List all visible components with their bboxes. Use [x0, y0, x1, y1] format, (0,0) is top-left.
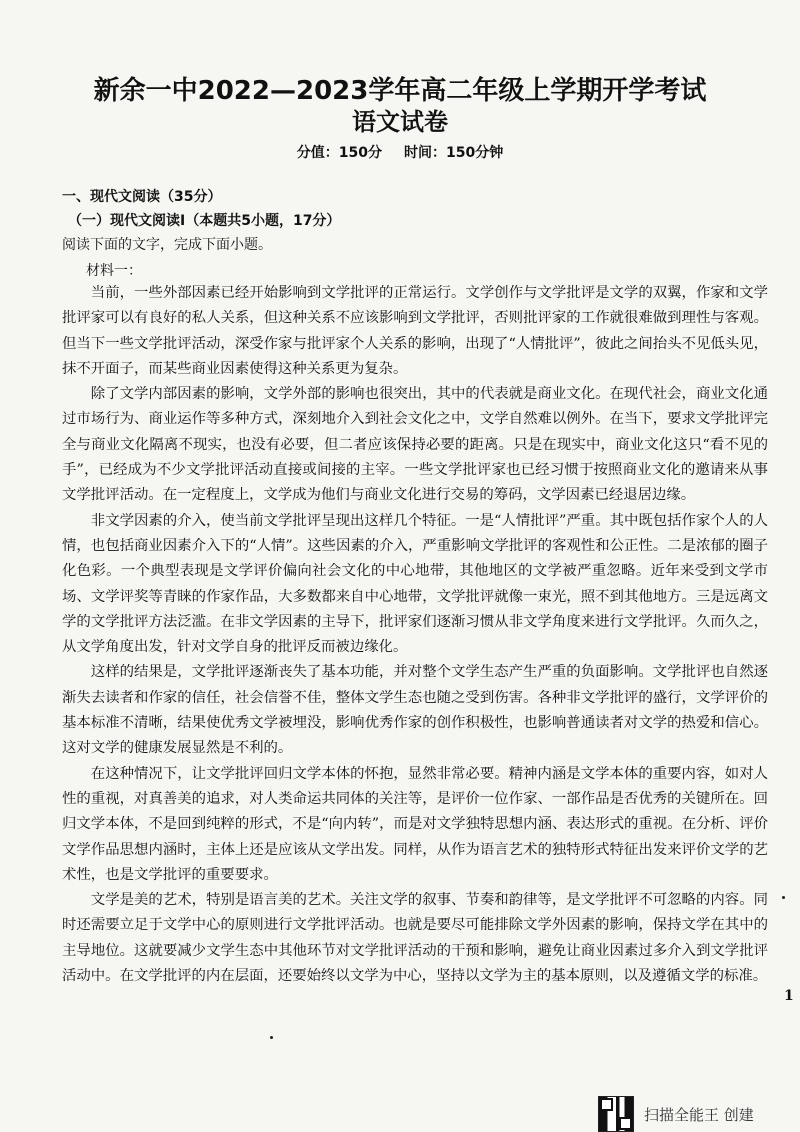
- subsection-heading: （一）现代文阅读Ⅰ（本题共5小题，17分）: [68, 213, 341, 229]
- passage-paragraph: 非文学因素的介入，使当前文学批评呈现出这样几个特征。一是“人情批评”严重。其中既包括作家个人的人情，也包括商业因素介入下的“人情”。这些因素的介入，严重影响文学批评的客观性和公正性。二是浓郁的圈子化色彩。一个典型表现是文学评价偏向社会文化的中心地带，其他地区的文学被严重忽略。近年来受到文学市场、文学评奖等青睐的作家作品，大多数都来自中心地带，文学批评就像一束光，照不到其他地方。三是远离文学的文学批评方法泛滥。在非文学因素的主导下，批评家们逐渐习惯从非文学角度来进行文学批评。久而久之，从文学角度出发，针对文学自身的批评反而被边缘化。: [62, 512, 768, 656]
- score-label: 分值：150分: [296, 145, 382, 161]
- passage-body: [62, 281, 768, 989]
- scan-speck: [270, 1036, 273, 1039]
- qr-code-icon: [598, 1096, 634, 1132]
- passage-paragraph: 这样的结果是，文学批评逐渐丧失了基本功能，并对整个文学生态产生严重的负面影响。文学批评也自然逐渐失去读者和作家的信任，社会信誉不佳，整体文学生态也随之受到伤害。各种非文学批评的盛行，文学评价的基本标准不清晰，结果使优秀文学被埋没，影响优秀作家的创作积极性，也影响普通读者对文学的热爱和信心。这对文学的健康发展显然是不利的。: [62, 664, 768, 757]
- scan-speck: [782, 896, 785, 899]
- scanner-watermark: [598, 1098, 754, 1130]
- reading-instruction: 阅读下面的文字，完成下面小题。: [62, 237, 272, 253]
- exam-subject: 语文试卷: [352, 108, 448, 136]
- section-heading: 一、现代文阅读（35分）: [62, 189, 222, 205]
- time-label: 时间：150分钟: [404, 145, 504, 161]
- passage-paragraph: 文学是美的艺术，特别是语言美的艺术。关注文学的叙事、节奏和韵律等，是文学批评不可忽略的内容。同时还需要立足于文学中心的原则进行文学批评活动。也就是要尽可能排除文学外因素的影响，保持文学在其中的主导地位。这就要减少文学生态中其他环节对文学批评活动的干预和影响，避免让商业因素过多介入到文学批评活动中。在文学批评的内在层面，还要始终以文学为中心，坚持以文学为主的基本原则，以及遵循文学的标准。: [62, 892, 768, 985]
- exam-meta: [0, 144, 800, 162]
- material-label: 材料一：: [86, 263, 142, 279]
- passage-paragraph: 除了文学内部因素的影响，文学外部的影响也很突出，其中的代表就是商业文化。在现代社会，商业文化通过市场行为、商业运作等多种方式，深刻地介入到社会文化之中，文学自然难以例外。在当下，要求文学批评完全与商业文化隔离不现实，也没有必要，但二者应该保持必要的距离。只是在现实中，商业文化这只“看不见的手”，已经成为不少文学批评活动直接或间接的主宰。一些文学批评家也已经习惯于按照商业文化的邀请来从事文学批评活动。在一定程度上，文学成为他们与商业文化进行交易的筹码，文学因素已经退居边缘。: [62, 386, 768, 504]
- exam-title: 新余一中2022—2023学年高二年级上学期开学考试: [93, 76, 707, 106]
- watermark-text: 扫描全能王 创建: [644, 1105, 754, 1124]
- page-number: 1: [784, 988, 794, 1004]
- passage-paragraph: 当前，一些外部因素已经开始影响到文学批评的正常运行。文学创作与文学批评是文学的双翼，作家和文学批评家可以有良好的私人关系，但这种关系不应该影响到文学批评，否则批评家的工作就很难做到理性与客观。但当下一些文学批评活动，深受作家与批评家个人关系的影响，出现了“人情批评”，彼此之间抬头不见低头见，抹不开面子，而某些商业因素使得这种关系更为复杂。: [62, 285, 768, 377]
- passage-paragraph: 在这种情况下，让文学批评回归文学本体的怀抱，显然非常必要。精神内涵是文学本体的重要内容，如对人性的重视，对真善美的追求，对人类命运共同体的关注等，是评价一位作家、一部作品是否优秀的关键所在。回归文学本体，不是回到纯粹的形式，不是“向内转”，而是对文学独特思想内涵、表达形式的重视。在分析、评价文学作品思想内涵时，主体上还是应该从文学出发。同样，从作为语言艺术的独特形式特征出发来评价文学的艺术性，也是文学批评的重要要求。: [62, 765, 768, 883]
